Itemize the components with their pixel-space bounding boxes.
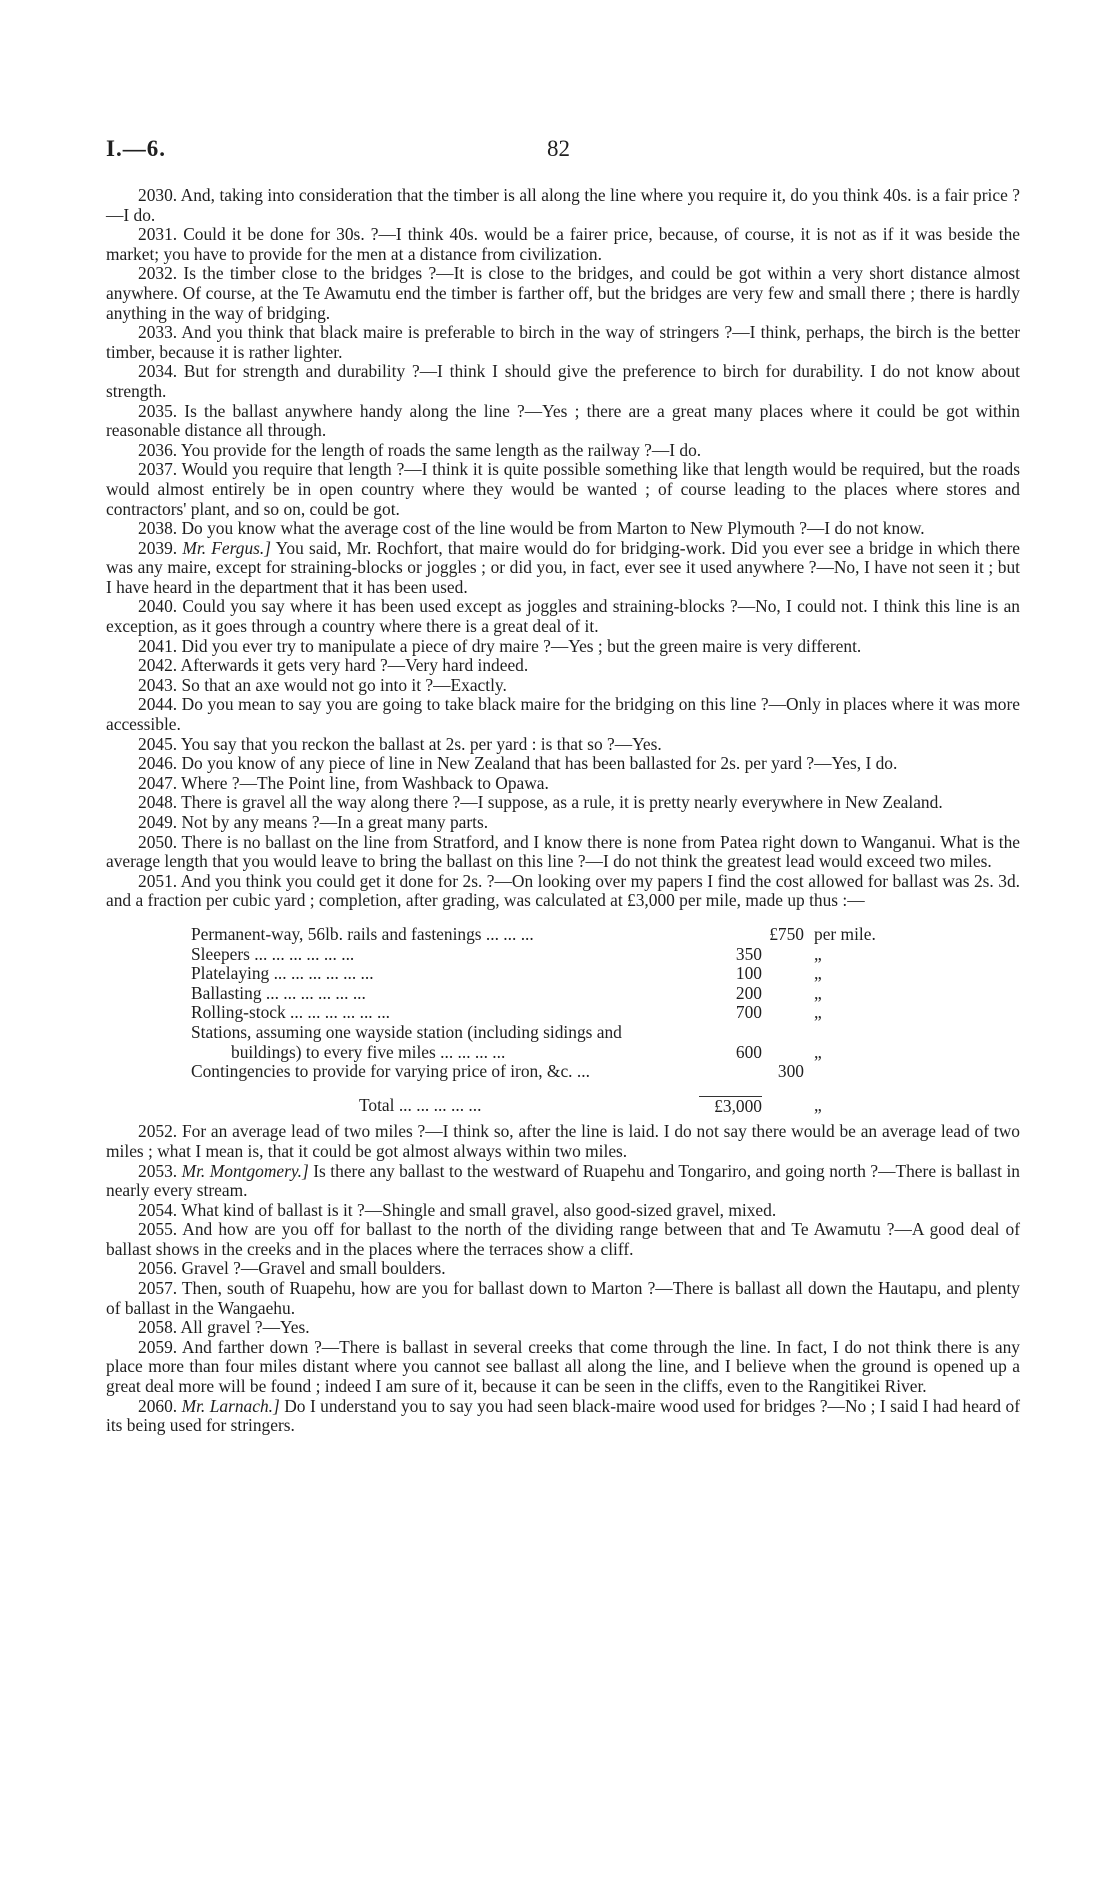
cost-unit: „ — [814, 982, 822, 1003]
paragraph-text: 2045. You say that you reckon the ballast at 2s. per yard : is that so ?—Yes. — [138, 733, 662, 754]
cost-label: Contingencies to provide for varying price of iron, &c. ... — [191, 1062, 590, 1082]
cost-amount: 300 — [777, 1061, 804, 1082]
paragraph-text: Is there any ballast to the westward of Ruapehu and Tongariro, and going north ?—There is ballast in nearly every stream. — [106, 1160, 1020, 1201]
question-paragraph — [106, 872, 1020, 911]
question-paragraph — [106, 754, 1020, 774]
question-paragraph — [106, 264, 1020, 323]
paragraph-text: 2040. Could you say where it has been used except as joggles and straining-blocks ?—No, I could not. I think this line is an exception, as it goes through a country where there is a great deal of it. — [106, 596, 1020, 637]
paragraph-text: 2047. Where ?—The Point line, from Washback to Opawa. — [138, 772, 549, 793]
cost-amount: 200 — [735, 982, 762, 1003]
paragraph-text: 2051. And you think you could get it done for 2s. ?—On looking over my papers I find the cost allowed for ballast was 2s. 3d. and a fraction per cubic yard ; completion, after grading, was calculated at £3,000 per mile, made up thus :— — [106, 870, 1020, 911]
question-paragraph — [106, 323, 1020, 362]
speaker-name: Mr. Montgomery.] — [181, 1160, 309, 1181]
question-list-after — [106, 1122, 1020, 1436]
question-number: 2039. — [138, 537, 183, 558]
cost-row — [191, 964, 926, 984]
question-paragraph — [106, 597, 1020, 636]
cost-total-amount: £3,000 — [699, 1096, 762, 1117]
paragraph-text: Do I understand you to say you had seen black-maire wood used for bridges ?—No ; I said I had heard of its being used for stringers. — [106, 1395, 1021, 1436]
paragraph-text: 2044. Do you mean to say you are going to take black maire for the bridging on this line ?—Only in places where it was more accessible. — [106, 694, 1020, 735]
question-paragraph — [106, 813, 1020, 833]
cost-label: Platelaying ... ... ... ... ... ... — [191, 964, 374, 984]
paragraph-text: 2058. All gravel ?—Yes. — [138, 1317, 310, 1338]
cost-row — [191, 945, 926, 965]
paragraph-text: 2036. You provide for the length of roads the same length as the railway ?—I do. — [138, 439, 702, 460]
question-paragraph — [106, 1397, 1020, 1436]
question-paragraph — [106, 362, 1020, 401]
paragraph-text: 2034. But for strength and durability ?—I think I should give the preference to birch for durability. I do not know about strength. — [106, 361, 1020, 401]
paragraph-text: 2054. What kind of ballast is it ?—Shingle and small gravel, also good-sized gravel, mixed. — [138, 1199, 777, 1220]
cost-amount: 100 — [735, 963, 762, 984]
paragraph-text: You said, Mr. Rochfort, that maire would do for bridging-work. Did you ever see a bridge in which there was any maire, except for straining-blocks or joggles ; or did you, in fact, ever see it used anywhere ?—No, I have not seen it ; but I have heard in the department that it has been used. — [106, 537, 1020, 597]
question-number: 2060. — [138, 1395, 182, 1416]
cost-row — [191, 1043, 926, 1063]
paragraph-text: 2050. There is no ballast on the line from Stratford, and I know there is none from Patea right down to Wanganui. What is the average length that you would leave to bring the ballast on this line ?—I do not think the greatest lead would exceed two miles. — [106, 831, 1020, 872]
cost-row — [191, 984, 926, 1004]
cost-unit — [804, 1062, 926, 1082]
cost-amount: 350 — [735, 943, 762, 964]
question-paragraph — [106, 637, 1020, 657]
paragraph-text: 2043. So that an axe would not go into it ?—Exactly. — [138, 674, 507, 695]
cost-label: Rolling-stock ... ... ... ... ... ... — [191, 1003, 391, 1023]
question-paragraph — [106, 186, 1020, 225]
question-paragraph — [106, 695, 1020, 734]
question-paragraph — [106, 1318, 1020, 1338]
question-paragraph — [106, 539, 1020, 598]
cost-label: Sleepers ... ... ... ... ... ... — [191, 944, 355, 964]
cost-amount: 600 — [735, 1041, 762, 1062]
question-paragraph — [106, 460, 1020, 519]
paragraph-text: 2055. And how are you off for ballast to the north of the dividing range between that and Te Awamutu ?—A good deal of ballast shows in the creeks and in the places where the terraces show a cliff. — [106, 1219, 1020, 1259]
paragraph-text: 2059. And farther down ?—There is ballast in several creeks that come through the line. In fact, I do not think there is any place more than four miles distant where you cannot see ballast all along the line, and I believe when the ground is opened up a great deal more will be found ; indeed I am sure of it, because it can be seen in the cliffs, even to the Rangitikei River. — [106, 1336, 1020, 1397]
question-paragraph — [106, 402, 1020, 441]
cost-label: buildings) to every five miles ... ... ... ... — [231, 1042, 506, 1062]
question-paragraph — [106, 1279, 1020, 1318]
paragraph-text: 2038. Do you know what the average cost of the line would be from Marton to New Plymouth ?—I do not know. — [138, 518, 925, 539]
paragraph-text: 2031. Could it be done for 30s. ?—I think 40s. would be a fairer price, because, of course, it is not as if it was beside the market; you have to provide for the men at a distance from civilization. — [106, 224, 1020, 264]
question-paragraph — [106, 1338, 1020, 1397]
question-number: 2053. — [138, 1160, 182, 1181]
question-paragraph — [106, 1162, 1020, 1201]
cost-row — [191, 925, 926, 945]
paragraph-text: 2049. Not by any means ?—In a great many parts. — [138, 812, 489, 832]
cost-amount — [741, 1023, 804, 1043]
paragraph-text: 2052. For an average lead of two miles ?—I think so, after the line is laid. I do not say there would be an average lead of two miles ; what I mean is, that it could be got almost always within two miles. — [106, 1121, 1020, 1161]
cost-row — [191, 1003, 926, 1023]
cost-unit: „ — [814, 943, 822, 964]
paragraph-text: 2041. Did you ever try to manipulate a piece of dry maire ?—Yes ; but the green maire is very different. — [138, 635, 862, 656]
question-paragraph — [106, 1259, 1020, 1279]
paragraph-text: 2057. Then, south of Ruapehu, how are you for ballast down to Marton ?—There is ballast all down the Hautapu, and plenty of ballast in the Wangaehu. — [106, 1278, 1020, 1318]
cost-total-label: Total ... ... ... ... ... — [359, 1095, 482, 1115]
cost-unit: „ — [814, 963, 822, 984]
paragraph-text: 2056. Gravel ?—Gravel and small boulders. — [138, 1258, 446, 1279]
question-paragraph — [106, 1201, 1020, 1221]
question-paragraph — [106, 833, 1020, 872]
paragraph-text: 2037. Would you require that length ?—I think it is quite possible something like that length would be required, but the roads would almost entirely be in open country where they would be wanted ; of course leading to the places where stores and contractors' plant, and so on, could be got. — [106, 459, 1020, 519]
question-paragraph — [106, 225, 1020, 264]
body-text — [106, 186, 1020, 1436]
question-paragraph — [106, 735, 1020, 755]
page-number: 82 — [547, 136, 570, 161]
question-paragraph — [106, 1122, 1020, 1161]
cost-total-row — [191, 1096, 926, 1117]
cost-unit: „ — [814, 1041, 822, 1062]
cost-unit: per mile. — [814, 923, 876, 944]
cost-label: Stations, assuming one wayside station (including sidings and — [191, 1022, 622, 1042]
cost-table — [191, 925, 926, 1116]
question-paragraph — [106, 519, 1020, 539]
cost-row — [191, 1023, 926, 1043]
question-paragraph — [106, 441, 1020, 461]
question-list-before — [106, 186, 1020, 911]
question-paragraph — [106, 1220, 1020, 1259]
paragraph-text: 2046. Do you know of any piece of line in New Zealand that has been ballasted for 2s. per yard ?—Yes, I do. — [138, 753, 898, 774]
question-paragraph — [106, 656, 1020, 676]
speaker-name: Mr. Larnach.] — [181, 1395, 280, 1416]
paragraph-text: 2035. Is the ballast anywhere handy along the line ?—Yes ; there are a great many places where it could be got within reasonable distance all through. — [106, 400, 1020, 441]
question-paragraph — [106, 676, 1020, 696]
cost-unit — [804, 1023, 926, 1043]
paragraph-text: 2033. And you think that black maire is preferable to birch in the way of stringers ?—I think, perhaps, the birch is the better timber, because it is rather lighter. — [106, 322, 1020, 362]
cost-amount: £750 — [769, 923, 804, 944]
paragraph-text: 2048. There is gravel all the way along there ?—I suppose, as a rule, it is pretty nearly everywhere in New Zealand. — [138, 792, 943, 813]
speaker-name: Mr. Fergus.] — [182, 537, 272, 558]
cost-row — [191, 1062, 926, 1082]
cost-total-unit: „ — [814, 1094, 822, 1115]
paragraph-text: 2042. Afterwards it gets very hard ?—Very hard indeed. — [138, 655, 529, 676]
paragraph-text: 2032. Is the timber close to the bridges ?—It is close to the bridges, and could be got within a very short distance almost anywhere. Of course, at the Te Awamutu end the timber is farther off, but the bridges are very few and small there ; there is hardly anything in the way of bridging. — [106, 263, 1020, 323]
cost-label: Permanent-way, 56lb. rails and fastenings ... ... ... — [191, 924, 534, 944]
document-reference: I.—6. — [106, 136, 166, 161]
cost-unit: „ — [814, 1002, 822, 1023]
cost-amount: 700 — [735, 1002, 762, 1023]
cost-label: Ballasting ... ... ... ... ... ... — [191, 983, 366, 1003]
question-paragraph — [106, 774, 1020, 794]
paragraph-text: 2030. And, taking into consideration that the timber is all along the line where you require it, do you think 40s. is a fair price ?—I do. — [106, 185, 1020, 225]
question-paragraph — [106, 793, 1020, 813]
